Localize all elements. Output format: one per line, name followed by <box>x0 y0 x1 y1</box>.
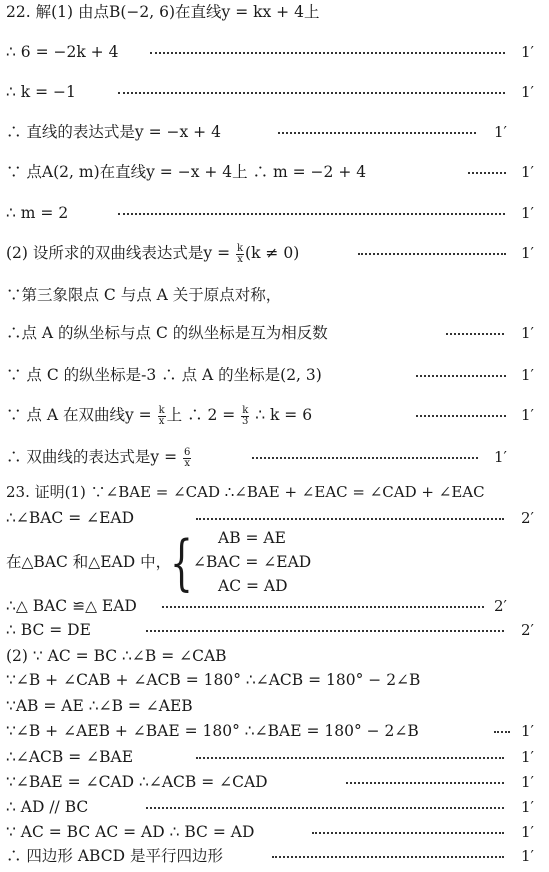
dot-leader <box>118 92 505 94</box>
solution-line <box>0 721 549 741</box>
line-text: ∴ k = −1 <box>6 83 76 101</box>
line-text-head: (2) 设所求的双曲线表达式是y = <box>6 244 235 262</box>
system-row: AB = AE <box>218 529 286 547</box>
dot-leader <box>416 415 506 417</box>
system-prefix: 在△BAC 和△EAD 中， <box>6 553 172 571</box>
line-text: ∴ m = 2 <box>6 204 69 222</box>
numerator: 6 <box>184 446 191 458</box>
solution-line <box>0 596 549 616</box>
score-mark: 1′ <box>521 366 534 384</box>
line-text: ∴∠ACB = ∠BAE <box>6 748 134 766</box>
dot-leader <box>196 518 504 520</box>
line-text-head: ∵ 点 A 在双曲线y = <box>6 406 157 424</box>
score-mark: 1′ <box>521 847 534 865</box>
solution-line <box>0 285 549 305</box>
dot-leader <box>196 757 504 759</box>
line-text: ∵∠B + ∠AEB + ∠BAE = 180° ∴∠BAE = 180° − 2∠B <box>6 722 419 740</box>
score-mark: 1′ <box>521 244 534 262</box>
dot-leader <box>150 52 505 54</box>
solution-line <box>0 162 549 182</box>
score-mark: 1′ <box>521 722 534 740</box>
denominator: x <box>184 457 191 469</box>
score-mark: 2′ <box>521 509 534 527</box>
dot-leader <box>446 333 504 335</box>
solution-line <box>0 646 549 666</box>
solution-line <box>0 447 549 467</box>
denominator: 3 <box>242 415 249 427</box>
dot-leader <box>278 132 476 134</box>
solution-line <box>0 122 549 142</box>
solution-line <box>0 508 549 528</box>
solution-line <box>0 405 549 425</box>
score-mark: 1′ <box>521 324 534 342</box>
line-text: ∵AB = AE ∴∠B = ∠AEB <box>6 697 193 715</box>
fraction <box>241 406 249 427</box>
line-text: ∵第三象限点 C 与点 A 关于原点对称， <box>6 286 282 304</box>
solution-line <box>0 822 549 842</box>
dot-leader <box>468 172 506 174</box>
line-text: ∴∠BAC = ∠EAD <box>6 509 135 527</box>
line-text: ∵ AC = BC AC = AD ∴ BC = AD <box>6 823 255 841</box>
solution-line <box>0 797 549 817</box>
system-row: ∠BAC = ∠EAD <box>193 553 312 571</box>
line-text <box>6 405 312 427</box>
line-text: 23. 证明(1) ∵∠BAE = ∠CAD ∴∠BAE + ∠EAC = ∠CAD + ∠EAC <box>6 483 485 501</box>
numerator: k <box>236 242 244 254</box>
left-brace: { <box>170 528 193 598</box>
solution-line <box>0 82 549 102</box>
dot-leader <box>272 856 504 858</box>
score-mark: 1′ <box>521 163 534 181</box>
denominator: x <box>237 253 243 265</box>
score-mark: 1′ <box>521 773 534 791</box>
line-text: ∴ BC = DE <box>6 621 91 639</box>
line-text-tail: ∴ k = 6 <box>250 406 313 424</box>
score-mark: 2′ <box>494 597 507 615</box>
score-mark: 2′ <box>521 621 534 639</box>
score-mark: 1′ <box>521 83 534 101</box>
fraction <box>236 244 244 265</box>
score-mark: 1′ <box>521 798 534 816</box>
dot-leader <box>358 253 506 255</box>
line-text: ∵∠BAE = ∠CAD ∴∠ACB = ∠CAD <box>6 773 268 791</box>
score-mark: 1′ <box>494 448 507 466</box>
line-text-mid: 上 ∴ 2 = <box>166 406 241 424</box>
dot-leader <box>494 731 510 733</box>
fraction <box>158 406 166 427</box>
solution-line <box>0 846 549 866</box>
score-mark: 1′ <box>521 43 534 61</box>
line-text: (2) ∵ AC = BC ∴∠B = ∠CAB <box>6 647 227 665</box>
solution-line <box>0 365 549 385</box>
fraction <box>183 448 191 469</box>
line-text: ∵ 点 C 的纵坐标是-3 ∴ 点 A 的坐标是(2, 3) <box>6 366 322 384</box>
line-text: ∵∠B + ∠CAB + ∠ACB = 180° ∴∠ACB = 180° − 2∠B <box>6 671 421 689</box>
dot-leader <box>312 832 504 834</box>
solution-line <box>0 747 549 767</box>
line-text: 22. 解(1) 由点B(−2, 6)在直线y = kx + 4上 <box>6 3 320 21</box>
score-mark: 1′ <box>521 748 534 766</box>
solution-line <box>0 42 549 62</box>
system-row: AC = AD <box>218 577 288 595</box>
dot-leader <box>162 606 484 608</box>
solution-line <box>0 772 549 792</box>
line-text: ∴ 6 = −2k + 4 <box>6 43 119 61</box>
numerator: k <box>158 404 165 416</box>
line-text: ∴点 A 的纵坐标与点 C 的纵坐标是互为相反数 <box>6 324 328 342</box>
solution-line <box>0 670 549 690</box>
solution-line <box>0 243 549 263</box>
denominator: x <box>158 415 165 427</box>
line-text <box>6 447 192 469</box>
line-text <box>6 243 299 265</box>
dot-leader <box>346 782 504 784</box>
score-mark: 1′ <box>521 406 534 424</box>
line-text: ∴△ BAC ≌△ EAD <box>6 597 137 615</box>
dot-leader <box>252 457 478 459</box>
line-text: ∴ 四边形 ABCD 是平行四边形 <box>6 847 223 865</box>
score-mark: 1′ <box>521 204 534 222</box>
numerator: k <box>242 404 249 416</box>
line-text-tail: (k ≠ 0) <box>245 244 300 262</box>
solution-line <box>0 620 549 640</box>
dot-leader <box>118 213 505 215</box>
dot-leader <box>146 807 504 809</box>
line-text: ∴ AD // BC <box>6 798 89 816</box>
solution-line <box>0 323 549 343</box>
dot-leader <box>146 630 504 632</box>
score-mark: 1′ <box>494 123 507 141</box>
line-text-head: ∴ 双曲线的表达式是y = <box>6 448 183 466</box>
solution-line <box>0 696 549 716</box>
solution-line <box>0 203 549 223</box>
problem-23-header <box>0 482 549 502</box>
line-text: ∵ 点A(2, m)在直线y = −x + 4上 ∴ m = −2 + 4 <box>6 163 367 181</box>
line-text: ∴ 直线的表达式是y = −x + 4 <box>6 123 221 141</box>
score-mark: 1′ <box>521 823 534 841</box>
problem-22-header <box>0 2 549 22</box>
dot-leader <box>416 375 506 377</box>
